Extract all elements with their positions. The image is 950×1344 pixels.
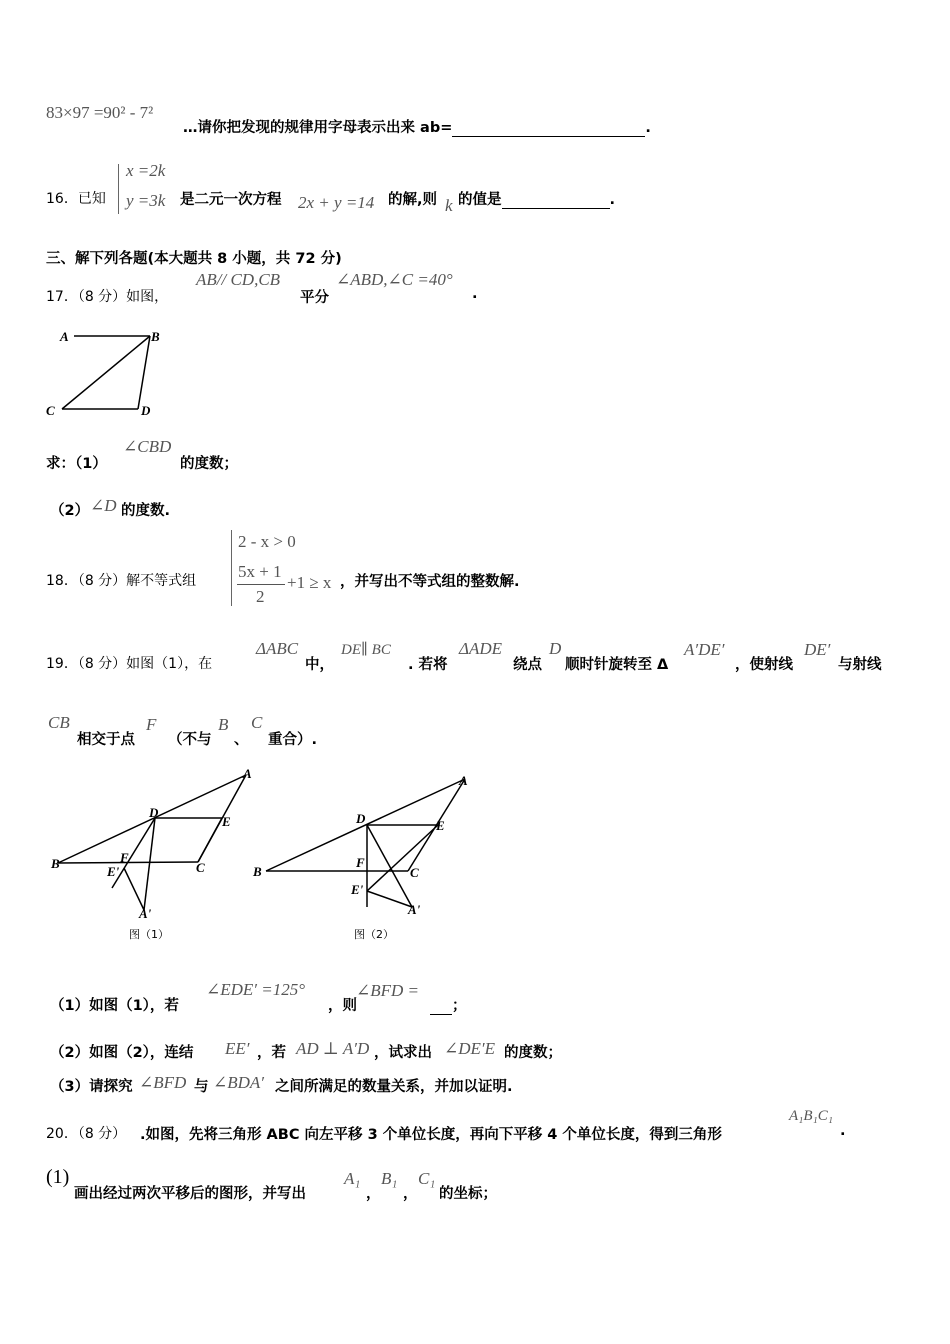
- q19-sub1-math2: ∠BFD =: [356, 981, 420, 1000]
- label-A: A: [60, 329, 69, 344]
- fig1-label-E: E: [222, 814, 231, 829]
- fig1-caption: 图（1）: [129, 928, 169, 941]
- q19-sub1-math: ∠EDE′ =125°: [206, 980, 306, 999]
- segment-E-prime-E: [367, 825, 438, 891]
- q19-t5: ，使射线: [735, 657, 793, 673]
- system-brace: [118, 164, 119, 214]
- q19-point-c: C: [251, 713, 263, 732]
- q17-text1: 平分: [300, 290, 329, 306]
- q18-ineq2-rest: +1 ≥ x: [287, 573, 332, 592]
- q16-eq2: y =3k: [126, 191, 166, 210]
- q16-equation: 2x + y =14: [298, 193, 375, 212]
- q19-sub3-t2: 之间所满足的数量关系，并加以证明.: [275, 1079, 513, 1095]
- q17-number: 17．（8 分）如图，: [46, 289, 169, 305]
- fig2-label-F: F: [356, 855, 365, 870]
- q20-sub1-b: B₁: [381, 1169, 398, 1188]
- q20-sub1-t2: 的坐标；: [439, 1186, 497, 1202]
- q19-t1: 中，: [305, 657, 334, 673]
- answer-blank[interactable]: [502, 208, 610, 209]
- q19-tri3: A′DE′: [684, 640, 725, 659]
- q19-ray-cb: CB: [48, 713, 70, 732]
- q19-number: 19．（8 分）如图（1），在: [46, 656, 213, 672]
- q15-formula: 83×97 =90² - 7²: [46, 103, 154, 122]
- q19-sub2-t2: ，试求出: [374, 1045, 432, 1061]
- q15-text: …请你把发现的规律用字母表示出来 ab= .: [183, 120, 651, 136]
- fig1-label-D: D: [149, 805, 159, 820]
- q17-ask1-suffix: 的度数；: [180, 456, 238, 472]
- fig1-label-F: F: [120, 850, 129, 865]
- q20-sub1-sep2: ，: [403, 1186, 418, 1202]
- fig1-label-B: B: [51, 856, 60, 871]
- q16-text3: 的值是 .: [458, 192, 616, 208]
- q19-point-b: B: [218, 715, 229, 734]
- q17-cond2: ∠ABD,∠C =40°: [336, 270, 453, 289]
- q19-sub3-t1: 与: [194, 1079, 209, 1095]
- q19-sub3-m1: ∠BFD: [139, 1073, 187, 1092]
- q19-sub2-t3: 的度数；: [504, 1045, 562, 1061]
- fig2-label-A-prime: A': [408, 902, 421, 917]
- q20-sub1-prefix: (1): [46, 1166, 70, 1188]
- fig1-label-C: C: [196, 860, 205, 875]
- fraction-bar: [237, 584, 285, 585]
- q20-sub1-sep1: ，: [366, 1186, 381, 1202]
- q16-number: 16．已知: [46, 191, 106, 207]
- q16-var: k: [445, 196, 453, 215]
- fig2-label-B: B: [253, 864, 262, 879]
- answer-blank[interactable]: [430, 1014, 452, 1015]
- system-brace: [231, 530, 232, 606]
- q17-ask1-math: ∠CBD: [123, 437, 172, 456]
- q17-figure: [40, 325, 170, 420]
- q19-parallel: DE∥ BC: [341, 642, 391, 658]
- fig2-label-E-prime: E': [351, 882, 364, 897]
- fig2-caption: 图（2）: [354, 928, 394, 941]
- q18-text: ，并写出不等式组的整数解.: [340, 574, 520, 590]
- q19-sub1-prefix: （1）如图（1），若: [50, 998, 179, 1014]
- segment-BC: [62, 336, 150, 409]
- q17-cond1: AB// CD,CB: [196, 270, 281, 289]
- q19-figure-1: [45, 765, 260, 945]
- q19-sub2-prefix: （2）如图（2），连结: [50, 1045, 194, 1061]
- q18-ineq1: 2 - x > 0: [238, 532, 296, 551]
- q19-line2-t3: 重合）.: [268, 732, 318, 748]
- q19-t3: 绕点: [513, 657, 542, 673]
- q18-ineq2-denominator: 2: [256, 587, 265, 606]
- q19-t6: 与射线: [838, 657, 882, 673]
- segment-DA-prime: [367, 825, 412, 907]
- q16-eq1: x =2k: [126, 161, 166, 180]
- q19-sub2-t1: ，若: [257, 1045, 286, 1061]
- segment-BD: [138, 336, 150, 409]
- q17-ask2-prefix: （2）: [50, 503, 90, 519]
- section-title: 三、解下列各题(本大题共 8 小题，共 72 分): [46, 251, 342, 267]
- q19-t4: 顺时针旋转至 Δ: [565, 657, 669, 673]
- q20-sub1-t1: 画出经过两次平移后的图形，并写出: [74, 1186, 306, 1202]
- label-C: C: [46, 403, 55, 418]
- q19-sub3-m2: ∠BDA′: [213, 1073, 265, 1092]
- q17-ask2-math: ∠D: [90, 496, 117, 515]
- q19-point-f: F: [146, 715, 157, 734]
- fig2-label-E: E: [436, 818, 445, 833]
- fig2-label-A: A: [459, 773, 468, 788]
- segment-E-prime-A-prime: [124, 868, 144, 910]
- q19-point: D: [549, 639, 562, 658]
- fig1-label-E-prime: E': [107, 864, 120, 879]
- q20-number: 20．（8 分）: [46, 1126, 127, 1142]
- q19-line2-sep: 、: [234, 732, 249, 748]
- q19-sub2-m2: AD ⊥ A′D: [296, 1039, 370, 1058]
- q19-ray: DE′: [804, 640, 831, 659]
- q19-line2-t2: （不与: [168, 732, 212, 748]
- q18-number: 18．（8 分）解不等式组: [46, 573, 197, 589]
- fig2-label-C: C: [410, 865, 419, 880]
- q19-figure-2: [250, 765, 475, 945]
- answer-blank[interactable]: [452, 136, 645, 137]
- q19-tri: ΔABC: [256, 639, 299, 658]
- q17-ask1-prefix: 求：（1）: [46, 456, 107, 472]
- q16-text1: 是二元一次方程: [180, 192, 282, 208]
- q19-tri2: ΔADE: [459, 639, 503, 658]
- fig2-label-D: D: [356, 811, 366, 826]
- label-B: B: [151, 329, 160, 344]
- q20-tri: A₁B₁C₁: [789, 1108, 833, 1124]
- q19-sub1-blank: ；: [430, 994, 467, 1015]
- q19-sub1-t: ，则: [328, 998, 357, 1014]
- q16-text2: 的解,则: [388, 192, 438, 208]
- q20-text: .如图，先将三角形 ABC 向左平移 3 个单位长度，再向下平移 4 个单位长度，得到三角形: [140, 1127, 722, 1143]
- q19-sub2-m1: EE′: [225, 1039, 250, 1058]
- q17-end: .: [472, 286, 478, 302]
- fig1-label-A-prime: A': [139, 906, 152, 921]
- q19-line2-t1: 相交于点: [77, 732, 135, 748]
- q17-ask2-suffix: 的度数.: [121, 503, 171, 519]
- q19-t2: . 若将: [408, 657, 448, 673]
- q20-sub1-c: C₁: [418, 1169, 436, 1188]
- q19-sub3-prefix: （3）请探究: [50, 1079, 133, 1095]
- fig1-label-A: A: [243, 766, 252, 781]
- q19-sub2-m3: ∠DE′E: [444, 1039, 496, 1058]
- label-D: D: [141, 403, 151, 418]
- q18-ineq2-numerator: 5x + 1: [238, 562, 282, 581]
- segment-EC: [198, 818, 222, 862]
- q20-end: .: [840, 1123, 846, 1139]
- q20-sub1-a: A₁: [344, 1169, 361, 1188]
